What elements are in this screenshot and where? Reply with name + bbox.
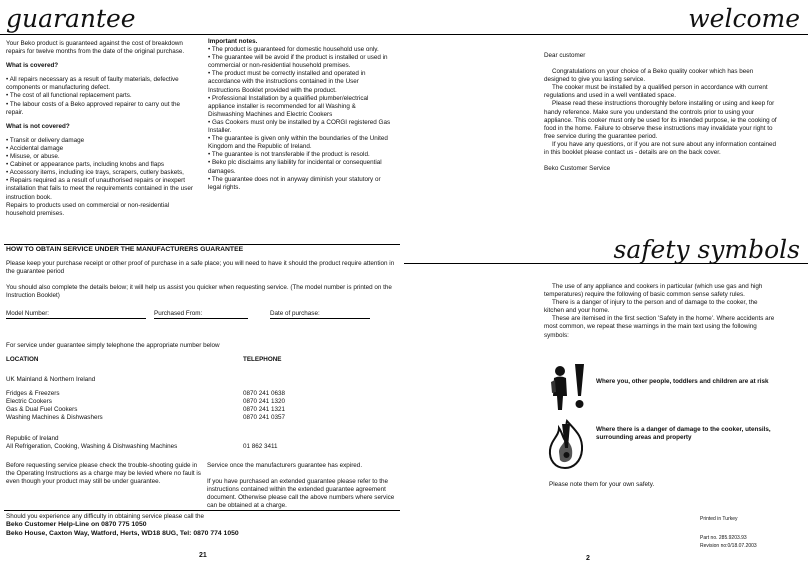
note-item: • The guarantee does not in anyway diminish your statutory or legal rights. xyxy=(208,175,381,191)
greeting: Dear customer xyxy=(544,52,586,59)
safety-symbols-title: safety symbols xyxy=(613,235,800,264)
guarantee-column-2 xyxy=(208,38,392,192)
note-item: • The guarantee is not transferable if the product is resold. xyxy=(208,151,370,159)
model-number-label: Model Number: xyxy=(6,310,50,317)
safety-paragraph: The use of any appliance and cookers in particular (which use gas and high temperatures) require the following of basic common sense safety rules. xyxy=(544,283,763,299)
note-item: • The guarantee will be avoid if the product is installed or used in commercial or non-residential household premises. xyxy=(208,54,388,70)
page-number: 21 xyxy=(199,552,207,559)
location-column-header: LOCATION xyxy=(6,356,39,363)
welcome-text xyxy=(544,52,779,173)
not-covered-item: • Transit or delivery damage xyxy=(6,136,85,144)
not-covered-item: • Repairs required as a result of unauthorised repairs or inexpert installation that fails to meet the requirements contained in the user instruction book. xyxy=(6,177,193,201)
guarantee-title: guarantee xyxy=(6,4,136,33)
uk-telephones xyxy=(243,390,363,422)
service-heading: HOW TO OBTAIN SERVICE UNDER THE MANUFACTURERS GUARANTEE xyxy=(6,246,244,253)
covered-item: • All repairs necessary as a result of faulty materials, defective components or manufacturing defect. xyxy=(6,76,179,92)
purchased-from-line[interactable] xyxy=(154,318,248,319)
expired-heading: Service once the manufacturers guarantee has expired. xyxy=(207,462,363,469)
signoff: Beko Customer Service xyxy=(544,165,611,173)
flame-damage-icon xyxy=(545,418,589,470)
not-covered-item: • Accidental damage xyxy=(6,144,64,152)
telephone-cell: 0870 241 0638 xyxy=(243,390,286,397)
people-risk-label: Where you, other people, toddlers and children are at risk xyxy=(596,378,769,385)
covered-heading: What is covered? xyxy=(6,62,59,70)
note-item: • The product is guaranteed for domestic household use only. xyxy=(208,46,379,54)
helpline-number: Beko Customer Help-Line on 0870 775 1050 xyxy=(6,521,147,528)
telephone-cell: 0870 241 1320 xyxy=(243,398,286,406)
location-cell: All Refrigeration, Cooking, Washing & Dishwashing Machines xyxy=(6,443,178,450)
note-item: • The product must be correctly installed and operated in accordance with the instructions contained in the User Instructions Booklet provided with the product. xyxy=(208,70,366,94)
revision-number: Revision no:0/18.07.2003 xyxy=(700,543,757,549)
uk-locations xyxy=(6,390,236,422)
uk-heading: UK Mainland & Northern Ireland xyxy=(6,376,96,383)
note-item: • Beko plc disclaims any liability for incidental or consequential damages. xyxy=(208,159,382,175)
extended-guarantee-note: If you have purchased an extended guarantee please refer to the instructions contained within the extended guarantee agreement document. Otherwise please call the above numbers where service can be obtained at a charge. xyxy=(207,478,395,510)
not-covered-item: Repairs to products used on commercial or non-residential household premises. xyxy=(6,201,170,217)
purchased-from-label: Purchased From: xyxy=(154,310,203,317)
telephone-cell: 0870 241 0357 xyxy=(243,414,286,422)
location-cell: Electric Cookers xyxy=(6,398,52,406)
model-number-line[interactable] xyxy=(6,318,146,319)
before-request-note: Before requesting service please check the trouble-shooting guide in the Operating Instructions as a charge may be levied where no fault is even though your product may still be under guarantee. xyxy=(6,462,201,486)
covered-item: • The labour costs of a Beko approved repairer to carry out the repair. xyxy=(6,100,180,116)
telephone-column-header: TELEPHONE xyxy=(243,356,282,363)
date-of-purchase-line[interactable] xyxy=(270,318,370,319)
welcome-header xyxy=(404,0,808,35)
guarantee-column-1 xyxy=(6,40,196,218)
not-covered-heading: What is not covered? xyxy=(6,122,70,130)
welcome-paragraph: Please read these instructions thoroughly before installing or using and keep for handy reference. Make sure you understand the controls prior to using your appliance. This cooker must only be used for its intended purpose, ie the cooking of food in the home. Failure to observe these instructions may invalidate your right to free service during the guarantee period. xyxy=(544,100,777,140)
note-item: • Professional Installation by a qualified plumber/electrical appliance installer is recommended for all Washing & Dishwashing Machines and Electric Cookers xyxy=(208,94,369,118)
welcome-page xyxy=(404,0,808,580)
safety-text xyxy=(544,283,779,340)
welcome-title: welcome xyxy=(688,4,800,33)
safety-paragraph: There is a danger of injury to the person and of damage to the cooker, the kitchen and your home. xyxy=(544,299,758,315)
footer-divider xyxy=(4,510,400,511)
location-cell: Fridges & Freezers xyxy=(6,390,60,397)
person-risk-icon xyxy=(547,362,591,412)
section-divider xyxy=(4,244,400,245)
telephone-cell: 0870 241 1321 xyxy=(243,406,286,414)
welcome-paragraph: The cooker must be installed by a qualified person in accordance with current regulations and used in a well ventilated space. xyxy=(544,84,768,100)
location-cell: Gas & Dual Fuel Cookers xyxy=(6,406,78,414)
service-paragraph: Please keep your purchase receipt or other proof of purchase in a safe place; you will need to have it should the product require attention in the guarantee period xyxy=(6,260,395,276)
phone-intro: For service under guarantee simply telephone the appropriate number below xyxy=(6,342,220,349)
printed-in: Printed in Turkey xyxy=(700,516,738,522)
safety-paragraph: These are itemised in the first section 'Safety in the home'. Where accidents are most common, we repeat these warnings in the main text using the following symbols: xyxy=(544,315,775,339)
welcome-paragraph: Congratulations on your choice of a Beko quality cooker which has been designed to give you lasting service. xyxy=(544,68,754,84)
part-number: Part no. 285.9203.93 xyxy=(700,535,747,541)
covered-item: • The cost of all functional replacement parts. xyxy=(6,92,132,100)
location-cell: Washing Machines & Dishwashers xyxy=(6,414,103,422)
not-covered-item: • Cabinet or appearance parts, including knobs and flaps xyxy=(6,161,164,169)
guarantee-header xyxy=(0,0,404,35)
service-instructions xyxy=(6,260,396,300)
damage-risk-label: Where there is a danger of damage to the cooker, utensils, surrounding areas and property xyxy=(596,426,771,442)
guarantee-expired-note xyxy=(207,462,397,510)
difficulty-note: Should you experience any difficulty in obtaining service please call the xyxy=(6,513,205,520)
safety-note: Please note them for your own safety. xyxy=(549,481,655,488)
date-of-purchase-label: Date of purchase: xyxy=(270,310,320,317)
welcome-paragraph: If you have any questions, or if you are not sure about any information contained in this booklet please contact us - details are on the back cover. xyxy=(544,140,777,157)
guarantee-intro: Your Beko product is guaranteed against the cost of breakdown repairs for twelve months from the date of the original purchase. xyxy=(6,40,185,56)
not-covered-item: • Misuse, or abuse. xyxy=(6,153,60,161)
ireland-heading: Republic of Ireland xyxy=(6,435,59,442)
page-number: 2 xyxy=(586,555,590,562)
service-paragraph: You should also complete the details below; it will help us assist you quicker when requesting service. (The model number is printed on the Instruction Booklet) xyxy=(6,284,392,300)
beko-address: Beko House, Caxton Way, Watford, Herts, WD18 8UG, Tel: 0870 774 1050 xyxy=(6,530,239,537)
note-item: • Gas Cookers must only be installed by a CORGI registered Gas Installer. xyxy=(208,118,391,135)
telephone-cell: 01 862 3411 xyxy=(243,443,278,450)
note-item: • The guarantee is given only within the boundaries of the United Kingdom and the Republic of Ireland. xyxy=(208,135,388,151)
not-covered-item: • Accessory items, including ice trays, scrapers, cutlery baskets, xyxy=(6,169,184,177)
notes-heading: Important notes. xyxy=(208,38,258,45)
